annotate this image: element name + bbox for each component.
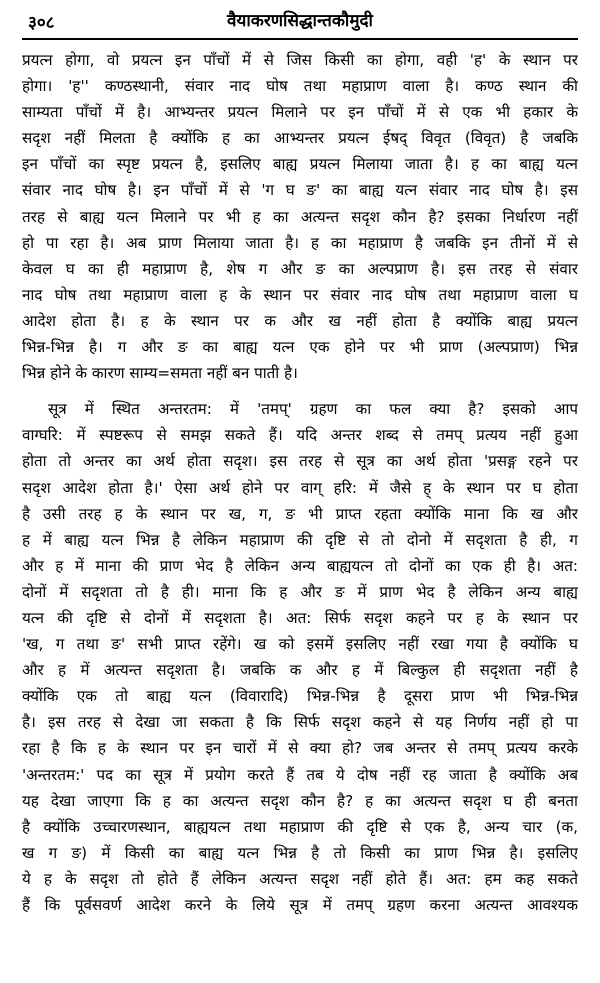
text-line: सूत्र में स्थित अन्तरतम: में 'तमप्' ग्रहण का फल क्या है? इसको आप [48, 400, 578, 419]
text-line: संवार नाद घोष है। इन पाँचों में से 'ग घ ङ' का बाह्य यत्न संवार नाद घोष है। इस [22, 181, 578, 200]
text-line: यह देखा जाएगा कि ह का अत्यन्त सदृश कौन है? ह का अत्यन्त सदृश घ ही बनता [22, 791, 578, 810]
body-text [22, 47, 578, 918]
text-line: दोनों में सदृशता तो है ही। माना कि ह और ङ में प्राण भेद है लेकिन अन्य बाह्य [22, 582, 578, 601]
text-line: भिन्न-भिन्न है। ग और ङ का बाह्य यत्न एक होने पर भी प्राण (अल्पप्राण) भिन्न [22, 338, 578, 357]
paragraph [22, 47, 578, 386]
text-line: तरह से बाह्य यत्न मिलाने पर भी ह का अत्यन्त सदृश कौन है? इसका निर्धारण नहीं [22, 207, 578, 226]
text-line: और ह में अत्यन्त सदृशता है। जबकि क और ह में बिल्कुल ही सदृशता नहीं है [22, 661, 578, 680]
text-line: सदृश आदेश होता है।' ऐसा अर्थ होने पर वाग् हरि: में जैसे ह् के स्थान पर घ होता [22, 478, 578, 497]
text-line: नाद घोष तथा महाप्राण वाला ह के स्थान पर संवार नाद घोष तथा महाप्राण वाला घ [22, 285, 578, 304]
text-line: सदृश नहीं मिलता है क्योंकि ह का आभ्यन्तर प्रयत्न ईषद् विवृत (विवृत) है जबकि [22, 129, 578, 148]
text-line: है उसी तरह ह के स्थान पर ख, ग, ङ भी प्राप्त रहता क्योंकि माना कि ख और [22, 504, 578, 523]
text-line: केवल घ का ही महाप्राण है, शेष ग और ङ का अल्पप्राण है। इस तरह से संवार [22, 259, 578, 278]
text-line: हैं कि पूर्वसवर्ण आदेश करने के लिये सूत्र में तमप् ग्रहण करना अत्यन्त आवश्यक [22, 896, 578, 914]
running-title: वैयाकरणसिद्धान्तकौमुदी [227, 11, 373, 31]
text-line: रहा है कि ह के स्थान पर इन चारों में से क्या हो? जब अन्तर से तमप् प्रत्यय करके [22, 739, 578, 758]
text-line: है क्योंकि उच्चारणस्थान, बाह्ययत्न तथा महाप्राण की दृष्टि से एक है, अन्य चार (क, [22, 817, 578, 836]
paragraph-gap [22, 386, 578, 396]
text-line: ह में बाह्य यत्न भिन्न है लेकिन महाप्राण की दृष्टि से तो दोनो में सदृशता है ही, ग [22, 530, 578, 549]
text-line: वाग्घरि: में स्पष्टरूप से समझ सकते हैं। यदि अन्तर शब्द से तमप् प्रत्यय नहीं हुआ [22, 426, 578, 445]
text-line: 'अन्तरतम:' पद का सूत्र में प्रयोग करते हैं तब ये दोष नहीं रह जाता है क्योंकि अब [22, 765, 578, 784]
text-line: साम्यता पाँचों में है। आभ्यन्तर प्रयत्न मिलाने पर इन पाँचों में से एक भी हकार के [22, 103, 578, 122]
text-line: क्योंकि एक तो बाह्य यत्न (विवारादि) भिन्न-भिन्न है दूसरा प्राण भी भिन्न-भिन्न [22, 687, 578, 706]
text-line: 'ख, ग तथा ङ' सभी प्राप्त रहेंगे। ख को इसमें इसलिए नहीं रखा गया है क्योंकि घ [22, 635, 578, 654]
text-line: आदेश होता है। ह के स्थान पर क और ख नहीं होता है क्योंकि बाह्य प्रयत्न [22, 311, 578, 330]
text-line: यत्न की दृष्टि से दोनों में सदृशता है। अत: सिर्फ सदृश कहने पर ह के स्थान पर [22, 608, 578, 627]
text-line: हो पा रहा है। अब प्राण मिलाया जाता है। ह का महाप्राण है जबकि इन तीनों में से [22, 233, 578, 252]
paragraph [22, 396, 578, 918]
text-line: भिन्न होने के कारण साम्य=समता नहीं बन पाती है। [22, 364, 298, 383]
page-header [0, 0, 600, 40]
text-line: होता तो अन्तर का अर्थ होता सदृश। इस तरह से सूत्र का अर्थ होता 'प्रसङ्ग रहने पर [22, 452, 578, 471]
text-line: इन पाँचों का स्पृष्ट प्रयत्न है, इसलिए बाह्य प्रयत्न मिलाया जाता है। ह का बाह्य यत्न [22, 155, 578, 174]
text-line: ख ग ङ) में किसी का बाह्य यत्न भिन्न है तो किसी का प्राण भिन्न है। इसलिए [22, 843, 578, 862]
text-line: है। इस तरह से देखा जा सकता है कि सिर्फ सदृश कहने से यह निर्णय नहीं हो पा [22, 713, 578, 732]
header-rule [22, 38, 578, 40]
text-line: होगा। 'ह'' कण्ठस्थानी, संवार नाद घोष तथा महाप्राण वाला है। कण्ठ स्थान की [22, 77, 578, 96]
text-line: और ह में माना की प्राण भेद है लेकिन अन्य बाह्ययत्न तो दोनों का एक ही है। अत: [22, 556, 578, 575]
text-line: प्रयत्न होगा, वो प्रयत्न इन पाँचों में से जिस किसी का होगा, वही 'ह' के स्थान पर [22, 51, 578, 69]
text-line: ये ह के सदृश तो होते हैं लेकिन अत्यन्त सदृश नहीं होते हैं। अत: हम कह सकते [22, 869, 578, 888]
page-number: ३०८ [28, 13, 55, 33]
